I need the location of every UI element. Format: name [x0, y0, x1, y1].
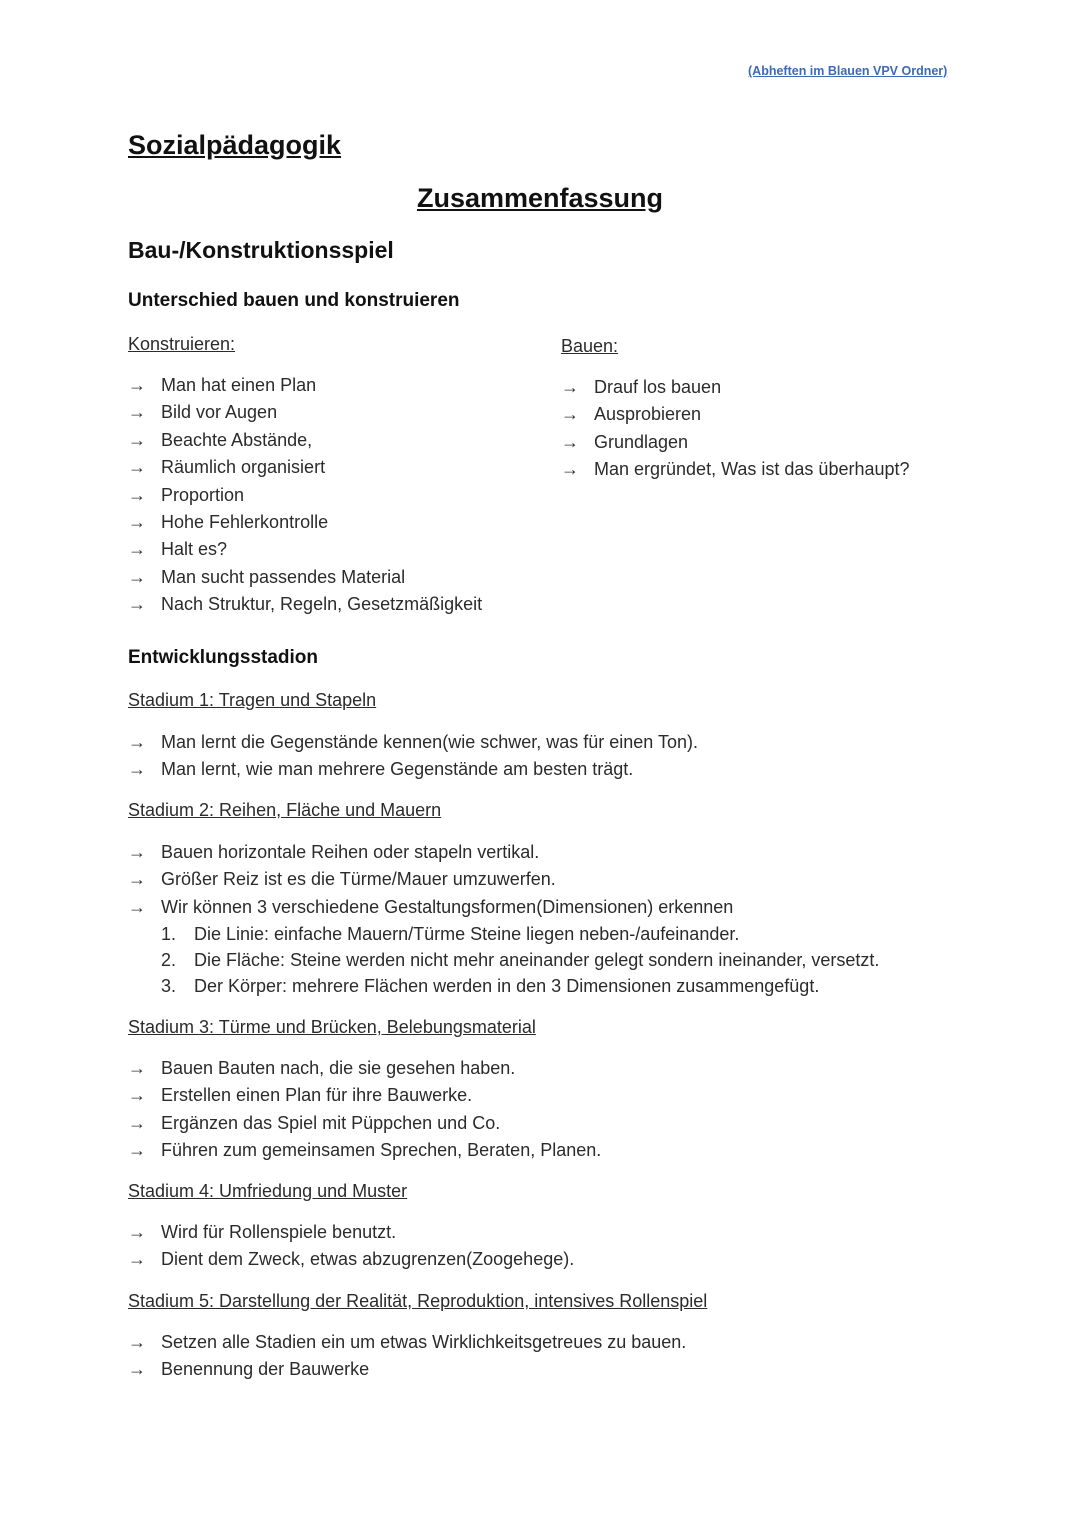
list-item: → Erstellen einen Plan für ihre Bauwerke.: [128, 1082, 601, 1109]
list-item: → Bild vor Augen: [128, 399, 482, 426]
list-item: → Hohe Fehlerkontrolle: [128, 509, 482, 536]
section-heading: Bau-/Konstruktionsspiel: [128, 237, 394, 263]
list-item: 1. Die Linie: einfache Mauern/Türme Steine liegen neben-/aufeinander.: [161, 924, 740, 944]
arrow-icon: →: [128, 1222, 146, 1242]
list-item: → Bauen Bauten nach, die sie gesehen haben.: [128, 1055, 601, 1082]
stages-heading: Entwicklungsstadion: [128, 647, 319, 668]
arrow-icon: →: [561, 431, 579, 452]
arrow-icon: →: [128, 1085, 146, 1106]
list-item: → Führen zum gemeinsamen Sprechen, Beraten, Planen.: [128, 1137, 601, 1164]
arrow-icon: →: [128, 402, 146, 423]
stage-1-title: Stadium 1: Tragen und Stapeln: [128, 690, 377, 710]
list-item: → Ergänzen das Spiel mit Püppchen und Co.: [128, 1110, 601, 1137]
list-item: → Dient dem Zweck, etwas abzugrenzen(Zoogehege).: [128, 1246, 574, 1273]
arrow-icon: →: [128, 1249, 146, 1270]
list-item: → Ausprobieren: [561, 401, 910, 428]
arrow-icon: →: [128, 1332, 146, 1352]
konstruieren-list: [128, 372, 482, 619]
list-item: → Setzen alle Stadien ein um etwas Wirklichkeitsgetreues zu bauen.: [128, 1329, 686, 1356]
arrow-icon: →: [128, 457, 146, 478]
list-item: → Nach Struktur, Regeln, Gesetzmäßigkeit: [128, 591, 482, 618]
stage-2-title: Stadium 2: Reihen, Fläche und Mauern: [128, 800, 442, 820]
arrow-icon: →: [128, 842, 146, 862]
list-item: → Man lernt die Gegenstände kennen(wie schwer, was für einen Ton).: [128, 729, 698, 756]
list-item: → Drauf los bauen: [561, 374, 910, 401]
arrow-icon: →: [128, 1140, 146, 1161]
stage-2-list: [128, 839, 733, 921]
list-item: → Bauen horizontale Reihen oder stapeln vertikal.: [128, 839, 733, 866]
stage-5-list: [128, 1329, 686, 1384]
list-item: → Beachte Abstände,: [128, 427, 482, 454]
list-item: → Proportion: [128, 482, 482, 509]
list-item: → Wir können 3 verschiedene Gestaltungsformen(Dimensionen) erkennen: [128, 894, 733, 921]
list-item: → Benennung der Bauwerke: [128, 1356, 686, 1383]
arrow-icon: →: [128, 594, 146, 615]
difference-heading: Unterschied bauen und konstruieren: [128, 290, 460, 311]
bauen-list: [561, 374, 910, 484]
bauen-label: Bauen:: [561, 336, 619, 356]
list-item: → Räumlich organisiert: [128, 454, 482, 481]
page-title: Zusammenfassung: [416, 183, 664, 213]
stage-4-list: [128, 1219, 574, 1274]
arrow-icon: →: [128, 1359, 146, 1380]
arrow-icon: →: [128, 759, 146, 780]
list-item: → Man ergründet, Was ist das überhaupt?: [561, 456, 910, 483]
arrow-icon: →: [128, 484, 146, 505]
arrow-icon: →: [128, 869, 146, 890]
arrow-icon: →: [128, 511, 146, 532]
header-note: (Abheften im Blauen VPV Ordner): [748, 64, 948, 78]
list-item: → Größer Reiz ist es die Türme/Mauer umzuwerfen.: [128, 866, 733, 893]
arrow-icon: →: [128, 566, 146, 587]
list-item: 3. Der Körper: mehrere Flächen werden in den 3 Dimensionen zusammengefügt.: [161, 976, 820, 996]
arrow-icon: →: [128, 539, 146, 560]
list-item: → Man hat einen Plan: [128, 372, 482, 399]
list-item: → Wird für Rollenspiele benutzt.: [128, 1219, 574, 1246]
konstruieren-label: Konstruieren:: [128, 334, 236, 354]
stage-2-sublist: [161, 921, 879, 999]
stage-1-list: [128, 729, 698, 784]
stage-4-title: Stadium 4: Umfriedung und Muster: [128, 1181, 408, 1201]
arrow-icon: →: [128, 429, 146, 450]
stage-5-title: Stadium 5: Darstellung der Realität, Reproduktion, intensives Rollenspiel: [128, 1291, 708, 1311]
list-item: 2. Die Fläche: Steine werden nicht mehr aneinander gelegt sondern ineinander, versetzt.: [161, 950, 880, 970]
stage-3-list: [128, 1055, 601, 1165]
arrow-icon: →: [561, 377, 579, 397]
arrow-icon: →: [128, 896, 146, 917]
arrow-icon: →: [128, 375, 146, 395]
list-item: → Grundlagen: [561, 429, 910, 456]
arrow-icon: →: [561, 459, 579, 480]
arrow-icon: →: [128, 1112, 146, 1133]
list-item: → Man lernt, wie man mehrere Gegenstände am besten trägt.: [128, 756, 698, 783]
list-item: → Man sucht passendes Material: [128, 564, 482, 591]
list-item: → Halt es?: [128, 536, 482, 563]
stage-3-title: Stadium 3: Türme und Brücken, Belebungsmaterial: [128, 1017, 536, 1037]
arrow-icon: →: [561, 404, 579, 425]
arrow-icon: →: [128, 732, 146, 752]
subject-heading: Sozialpädagogik: [128, 130, 342, 160]
arrow-icon: →: [128, 1058, 146, 1078]
